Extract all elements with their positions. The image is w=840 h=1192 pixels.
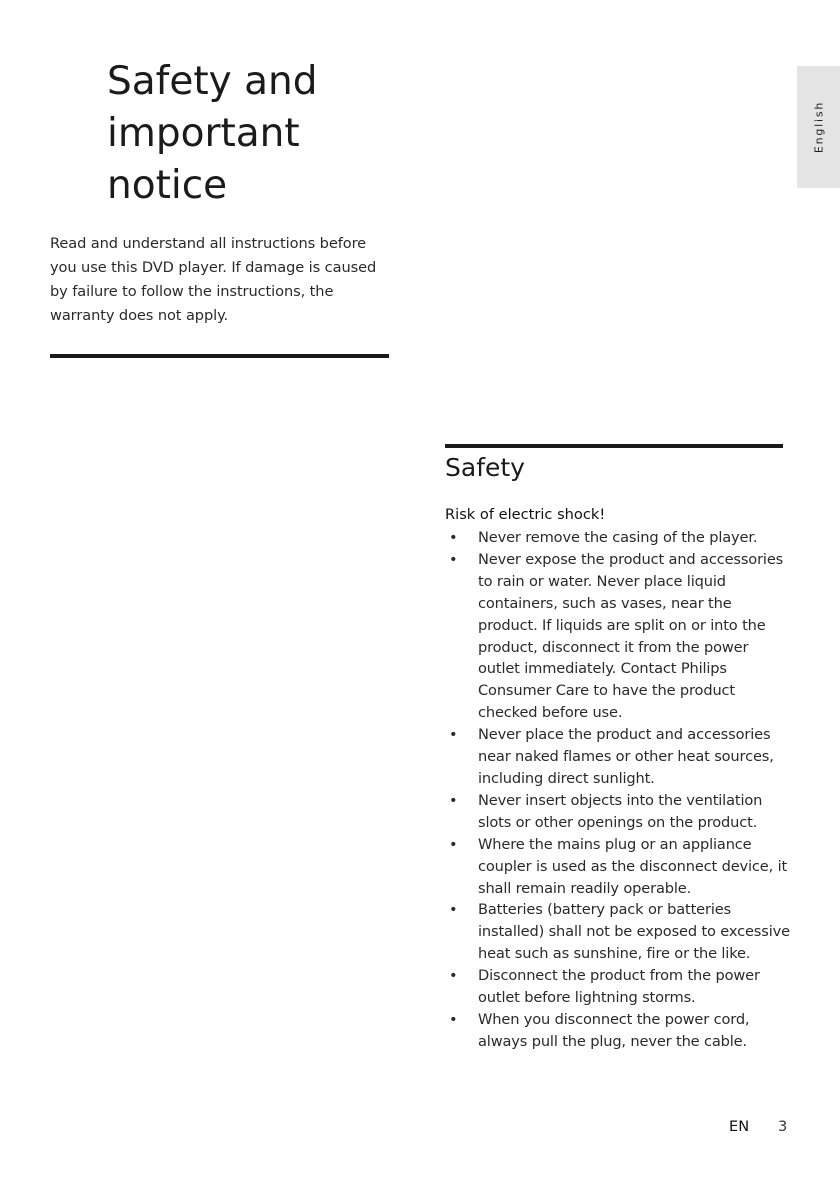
list-item <box>445 1009 790 1053</box>
list-item-text: Never remove the casing of the player. <box>478 529 758 546</box>
list-item <box>445 965 790 1009</box>
bullet-icon: • <box>449 1010 458 1028</box>
list-item-text: Batteries (battery pack or batteries installed) shall not be exposed to excessive heat such as sunshine, fire or the like. <box>478 901 790 963</box>
section-divider-right <box>445 444 783 448</box>
bullet-icon: • <box>449 901 458 919</box>
chapter-title-line-3: notice <box>107 163 228 208</box>
page-number: 3 <box>778 1118 788 1135</box>
language-tab <box>797 66 840 188</box>
bullet-icon: • <box>449 967 458 985</box>
list-item-text: Never expose the product and accessories to rain or water. Never place liquid containers, such as vases, near the product. If liquids are split on or into the product, disconnect it from the power outlet immediately. Contact Philips Consumer Care to have the product checked before use. <box>478 550 784 722</box>
list-item-text: Disconnect the product from the power outlet before lightning storms. <box>478 967 760 1007</box>
bullet-icon: • <box>449 529 458 546</box>
bullet-icon: • <box>449 791 458 809</box>
chapter-title <box>107 56 407 212</box>
list-item-text: Never insert objects into the ventilation slots or other openings on the product. <box>478 791 763 831</box>
bullet-icon: • <box>449 726 458 744</box>
bullet-icon: • <box>449 835 458 853</box>
list-item <box>445 527 790 549</box>
list-item <box>445 724 790 790</box>
intro-paragraph: Read and understand all instructions before you use this DVD player. If damage is caused by failure to follow the instructions, the warranty does not apply. <box>50 235 377 324</box>
section-divider-left <box>50 354 389 358</box>
list-item <box>445 790 790 834</box>
list-item <box>445 834 790 900</box>
list-item-text: Where the mains plug or an appliance coupler is used as the disconnect device, it shall remain readily operable. <box>478 835 788 897</box>
list-item <box>445 549 790 724</box>
section-heading: Safety <box>445 453 525 482</box>
chapter-title-line-2: important <box>107 111 300 156</box>
chapter-title-line-1: Safety and <box>107 59 318 104</box>
safety-bullet-list <box>445 527 790 1053</box>
list-item <box>445 899 790 965</box>
language-tab-label: English <box>812 100 825 154</box>
list-item-text: Never place the product and accessories near naked flames or other heat sources, including direct sunlight. <box>478 726 774 787</box>
footer-language-code: EN <box>729 1118 750 1135</box>
section-subheading: Risk of electric shock! <box>445 506 606 523</box>
bullet-icon: • <box>449 550 458 568</box>
list-item-text: When you disconnect the power cord, always pull the plug, never the cable. <box>478 1010 750 1050</box>
